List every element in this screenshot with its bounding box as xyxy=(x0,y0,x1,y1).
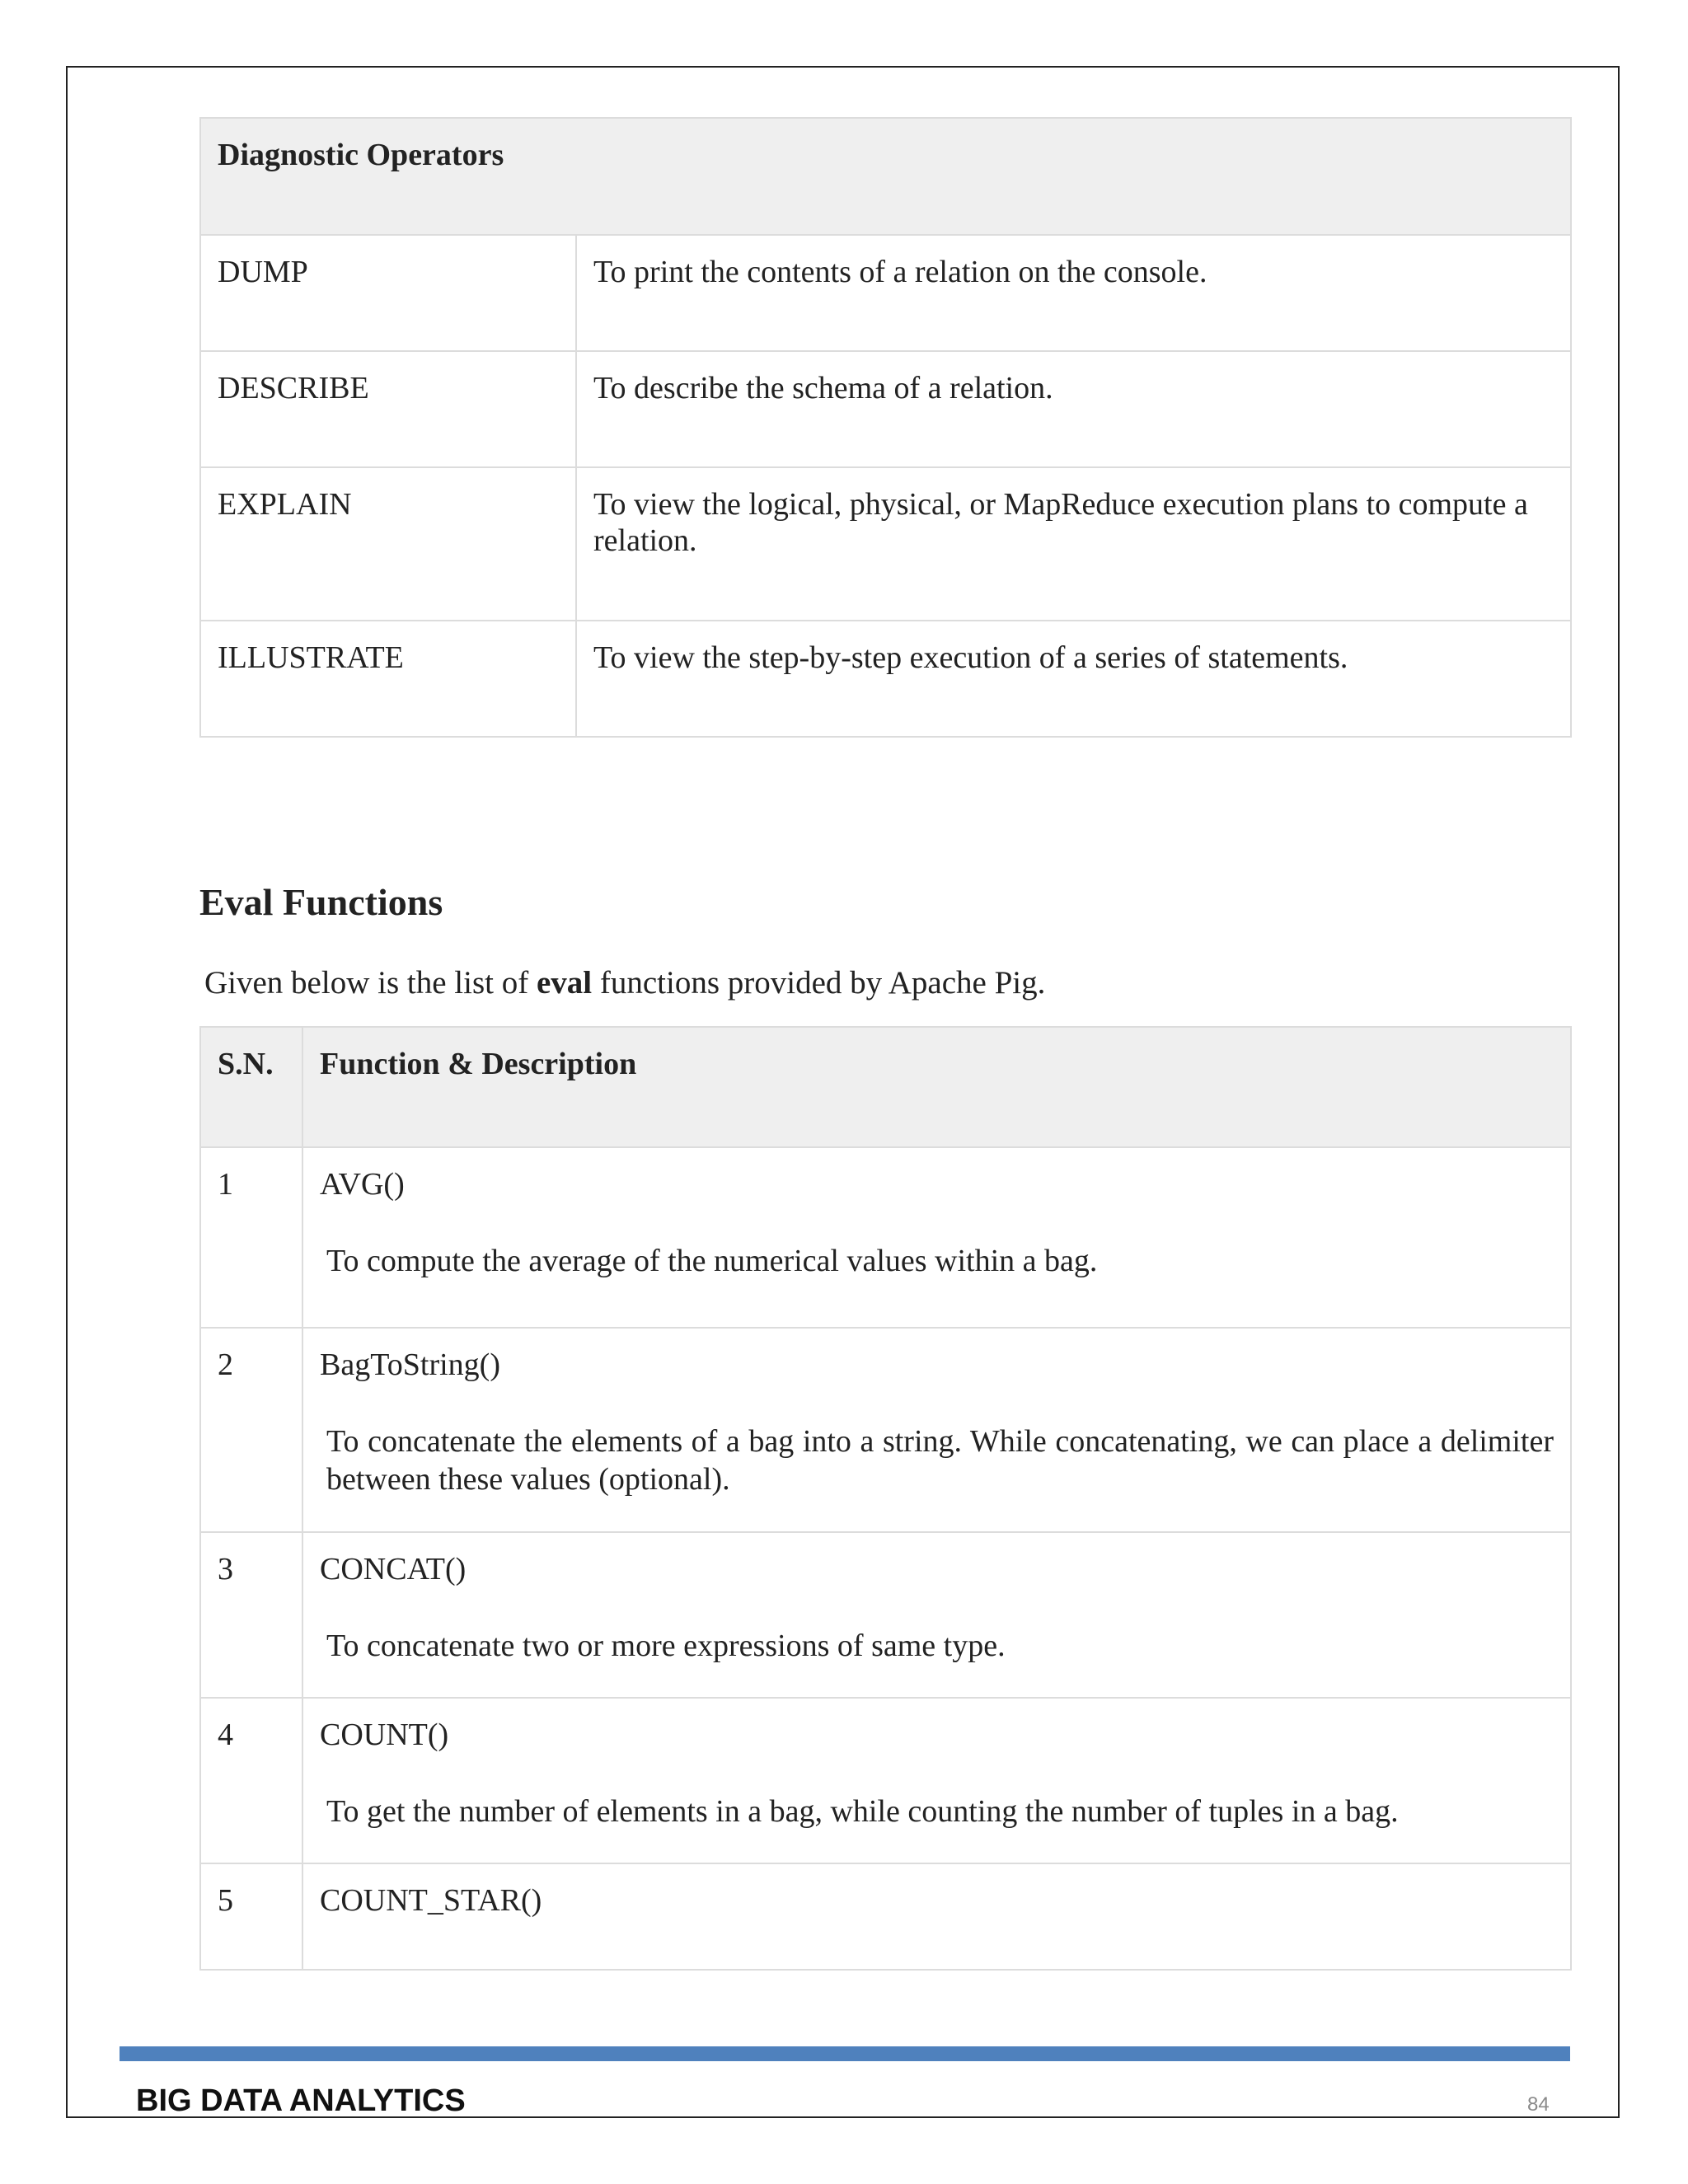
intro-text: Given below is the list of xyxy=(204,965,537,1001)
table-row xyxy=(200,621,1571,737)
operator-name: DUMP xyxy=(200,235,576,351)
table-row xyxy=(200,351,1571,467)
diagnostic-operators-table xyxy=(199,117,1572,738)
diagnostic-operators-header: Diagnostic Operators xyxy=(200,118,1571,235)
function-cell xyxy=(302,1328,1571,1532)
table-row xyxy=(200,1147,1571,1328)
footer-bar xyxy=(120,2046,1570,2061)
row-number: 1 xyxy=(200,1147,302,1328)
operator-description: To view the logical, physical, or MapReduce execution plans to compute a relation. xyxy=(576,467,1571,621)
page-number: 84 xyxy=(1527,2093,1550,2116)
operator-description: To describe the schema of a relation. xyxy=(576,351,1571,467)
row-number: 2 xyxy=(200,1328,302,1532)
intro-text: functions provided by Apache Pig. xyxy=(592,965,1046,1001)
table-header-row xyxy=(200,1027,1571,1147)
function-cell xyxy=(302,1698,1571,1863)
table-header-row xyxy=(200,118,1571,235)
function-name: COUNT_STAR() xyxy=(320,1883,542,1918)
intro-bold-text: eval xyxy=(536,965,593,1001)
sn-column-header: S.N. xyxy=(200,1027,302,1147)
function-name: BagToString() xyxy=(320,1347,500,1382)
function-cell xyxy=(302,1147,1571,1328)
table-row xyxy=(200,467,1571,621)
function-description: To compute the average of the numerical values within a bag. xyxy=(326,1244,1098,1278)
function-column-header: Function & Description xyxy=(302,1027,1571,1147)
row-number: 5 xyxy=(200,1863,302,1970)
function-description: To concatenate two or more expressions of same type. xyxy=(326,1629,1006,1663)
eval-functions-table xyxy=(199,1026,1572,1971)
function-name: COUNT() xyxy=(320,1718,449,1752)
function-name: AVG() xyxy=(320,1167,405,1202)
table-row xyxy=(200,1698,1571,1863)
table-row xyxy=(200,1328,1571,1532)
operator-name: DESCRIBE xyxy=(200,351,576,467)
section-intro xyxy=(204,964,1045,1001)
table-row xyxy=(200,235,1571,351)
operator-description: To view the step-by-step execution of a series of statements. xyxy=(576,621,1571,737)
operator-description: To print the contents of a relation on the console. xyxy=(576,235,1571,351)
function-description: To concatenate the elements of a bag into a string. While concatenating, we can place a delimiter between these values (optional). xyxy=(326,1424,1554,1497)
function-description: To get the number of elements in a bag, while counting the number of tuples in a bag. xyxy=(326,1794,1399,1829)
row-number: 3 xyxy=(200,1532,302,1698)
section-heading: Eval Functions xyxy=(199,881,443,923)
footer-title: BIG DATA ANALYTICS xyxy=(136,2083,466,2118)
table-row xyxy=(200,1532,1571,1698)
function-cell xyxy=(302,1532,1571,1698)
function-name: CONCAT() xyxy=(320,1552,467,1586)
table-row xyxy=(200,1863,1571,1970)
operator-name: ILLUSTRATE xyxy=(200,621,576,737)
function-cell xyxy=(302,1863,1571,1970)
row-number: 4 xyxy=(200,1698,302,1863)
operator-name: EXPLAIN xyxy=(200,467,576,621)
